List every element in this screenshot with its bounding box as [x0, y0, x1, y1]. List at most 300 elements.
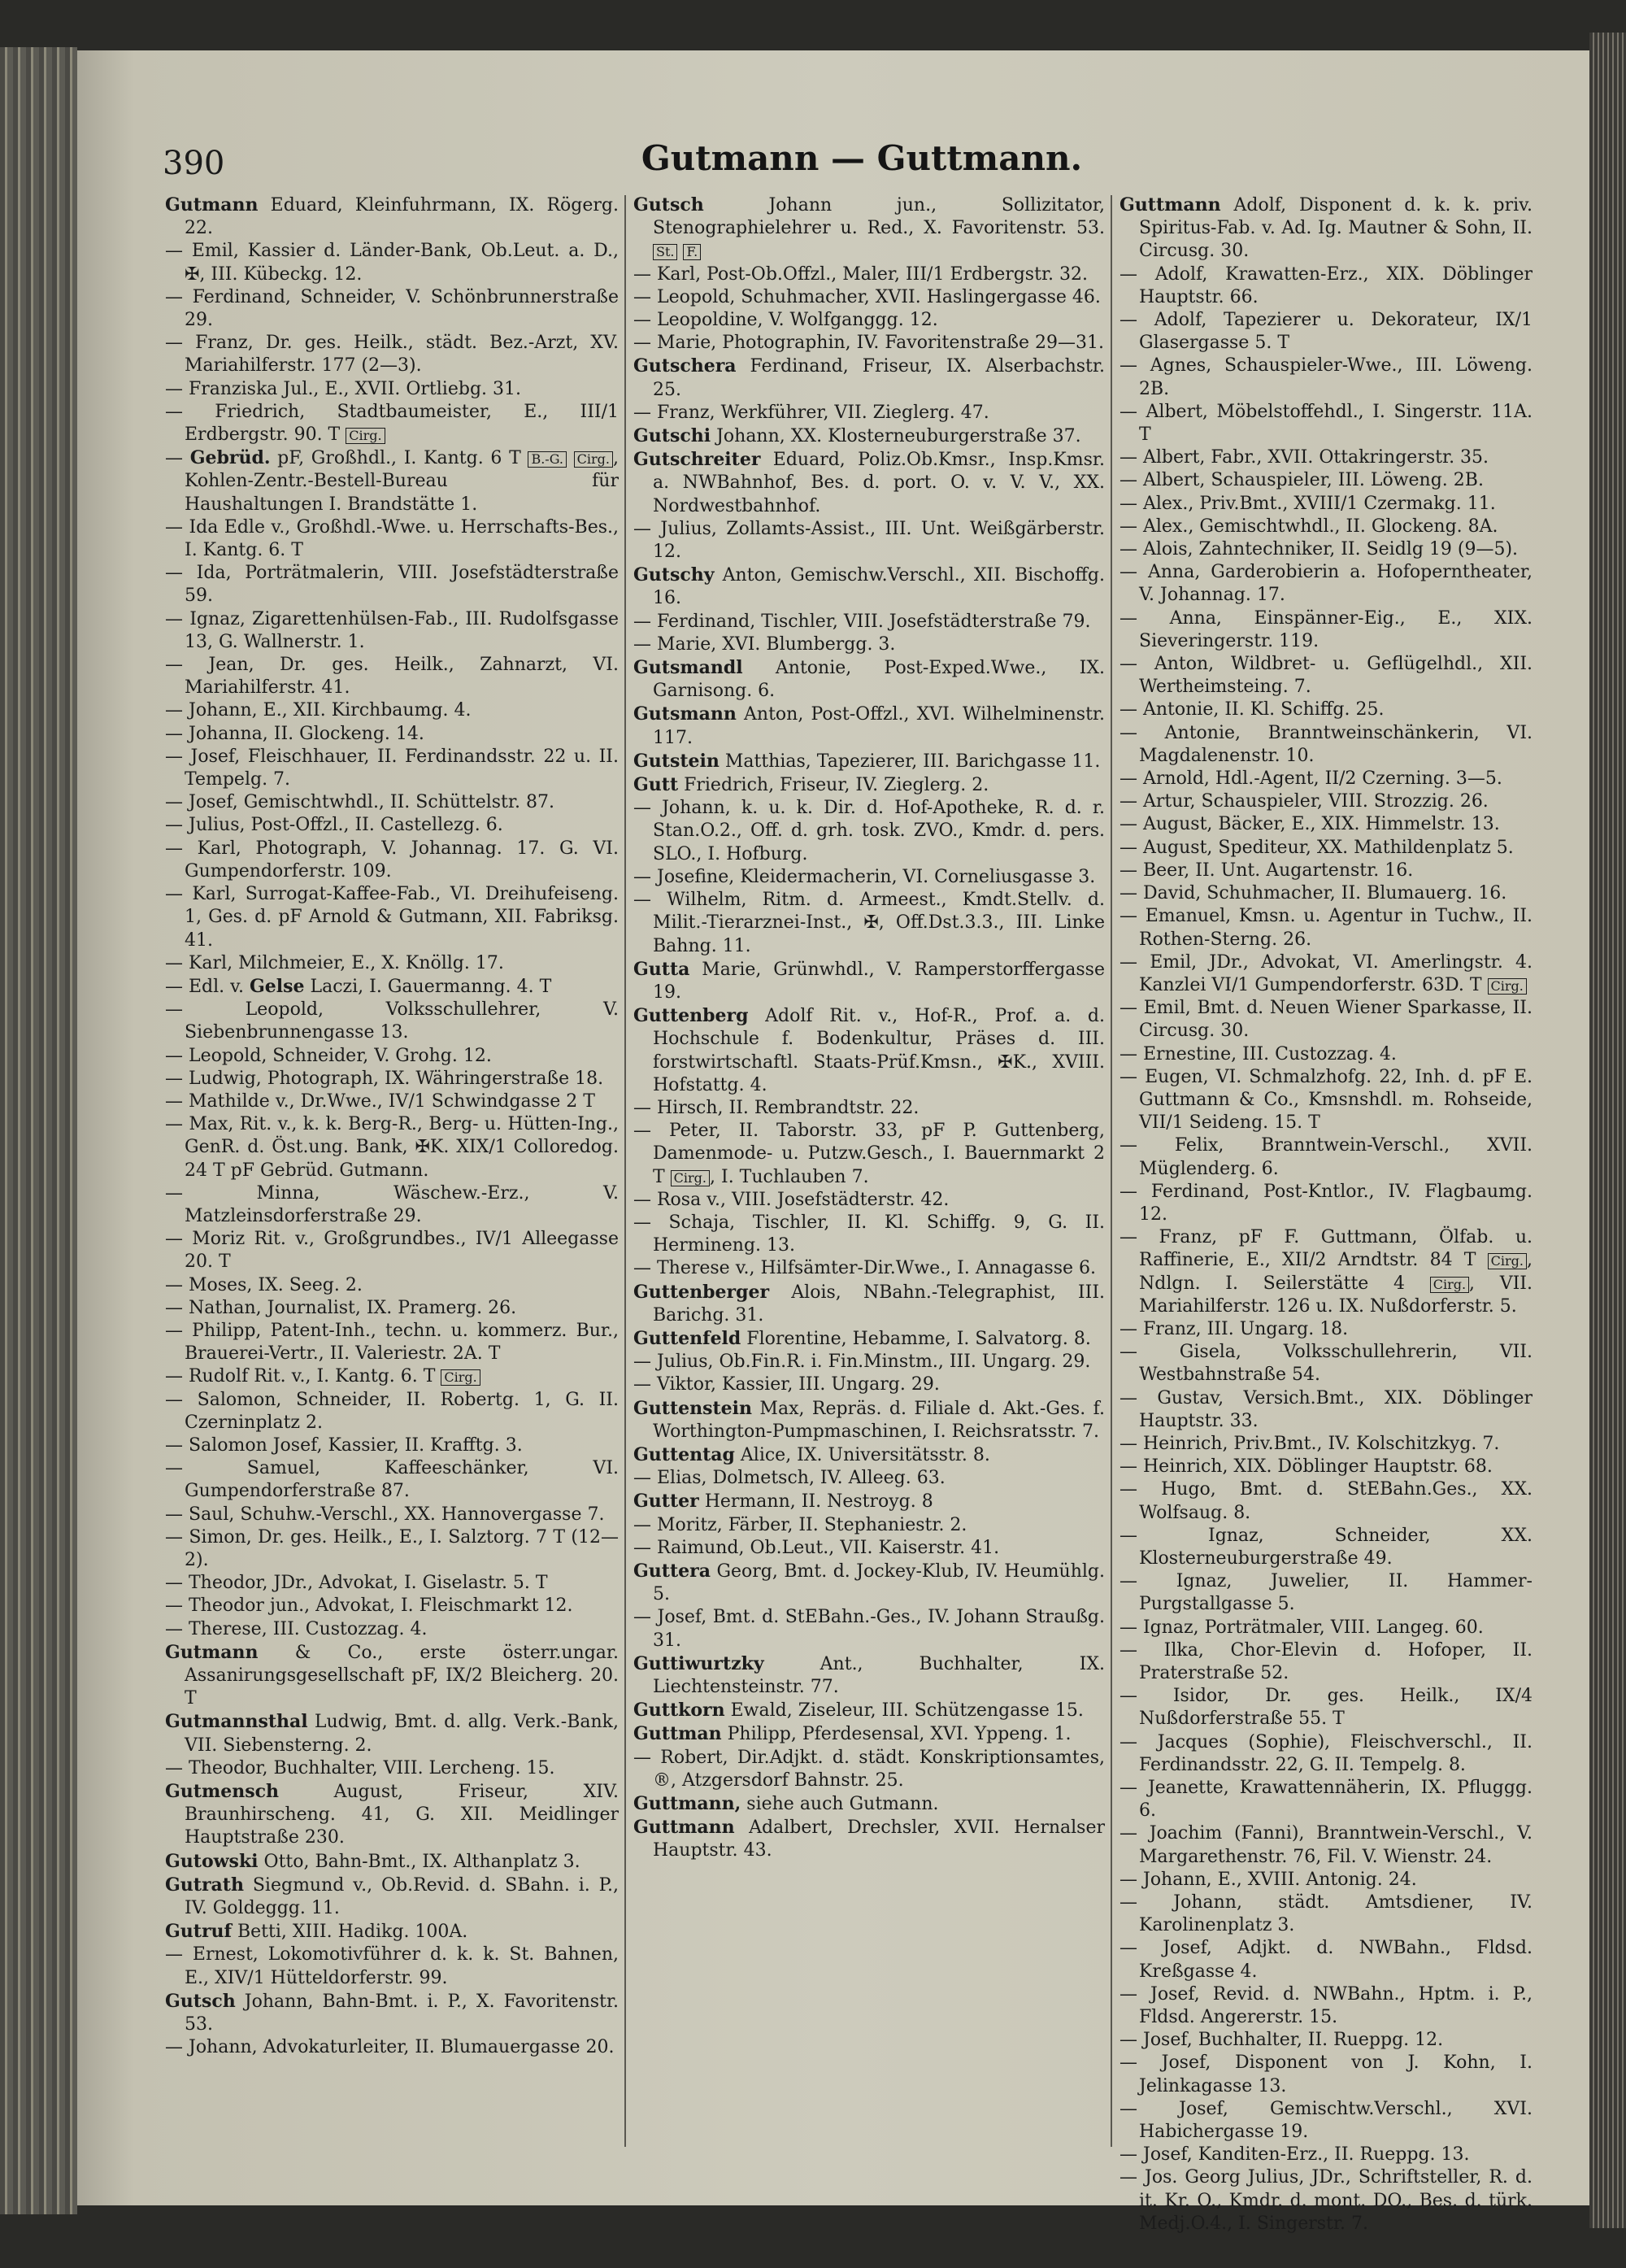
directory-entry	[1120, 1822, 1533, 1868]
directory-entry	[165, 1710, 619, 1757]
entry-text: — Ignaz, Schneider, XX. Klosterneuburgerstraße 49.	[1120, 1525, 1533, 1569]
directory-entry	[1120, 1318, 1533, 1341]
directory-entry	[165, 699, 619, 722]
directory-entry	[1120, 1937, 1533, 1983]
directory-entry	[1120, 1639, 1533, 1685]
directory-entry	[633, 773, 1105, 797]
directory-entry	[165, 1920, 619, 1944]
entry-text: — Robert, Dir.Adjkt. d. städt. Konskriptionsamtes, ®, Atzgersdorf Bahnstr. 25.	[633, 1747, 1105, 1791]
entry-text: — Leopold, Schneider, V. Grohg. 12.	[165, 1045, 492, 1066]
entry-text: — Josefine, Kleidermacherin, VI. Corneliusgasse 3.	[633, 866, 1096, 887]
directory-entry	[1120, 1869, 1533, 1891]
entry-text: — Friedrich, Stadtbaumeister, E., III/1 Erdbergstr. 90. T	[165, 401, 619, 446]
entry-text: — Salomon, Schneider, II. Robertg. 1, G. II. Czerninplatz 2.	[165, 1389, 619, 1433]
entry-text: — Emil, Kassier d. Länder-Bank, Ob.Leut. a. D., ✠, III. Kübeckg. 12.	[165, 241, 619, 285]
directory-entry	[1120, 1525, 1533, 1570]
directory-entry	[1120, 860, 1533, 882]
directory-entry	[633, 1212, 1105, 1257]
directory-entry	[633, 1443, 1105, 1467]
entry-surname: Guttiwurtzky	[633, 1652, 764, 1674]
directory-entry	[633, 1397, 1105, 1443]
directory-entry	[165, 1457, 619, 1503]
entry-text: — Albert, Möbelstoffehdl., I. Singerstr. 11A. T	[1120, 401, 1533, 446]
entry-text: , I. Tuchlauben 7.	[710, 1166, 869, 1187]
directory-entry	[633, 1097, 1105, 1120]
directory-entry	[1120, 1226, 1533, 1318]
directory-entry	[1120, 1617, 1533, 1639]
directory-entry	[165, 2036, 619, 2059]
entry-text: — Artur, Schauspieler, VIII. Strozzig. 26.	[1120, 791, 1489, 812]
directory-entry	[1120, 561, 1533, 607]
entry-text: —	[165, 448, 190, 469]
entry-text: Hermann, II. Nestroyg. 8	[698, 1491, 933, 1513]
directory-entry	[165, 608, 619, 654]
directory-entry	[633, 286, 1105, 309]
directory-entry	[1120, 493, 1533, 516]
entry-surname: Gutschy	[633, 564, 715, 586]
entry-surname: Guttkorn	[633, 1700, 725, 1722]
entry-text: — Leopold, Schuhmacher, XVII. Haslingergasse 46.	[633, 286, 1101, 307]
directory-entry	[1120, 813, 1533, 836]
entry-text: Ludwig, Bmt. d. allg. Verk.-Bank, VII. Siebensterng. 2.	[185, 1712, 619, 1756]
entry-surname: Gutsmann	[633, 703, 737, 725]
entry-text: — Franz, Dr. ges. Heilk., städt. Bez.-Arzt, XV. Mariahilferstr. 177 (2—3).	[165, 333, 619, 377]
directory-entry	[1120, 469, 1533, 492]
directory-entry	[633, 611, 1105, 633]
entry-text: Max, Repräs. d. Filiale d. Akt.-Ges. f. Worthington-Pumpmaschinen, I. Reichsratsstr. 7.	[653, 1398, 1105, 1442]
column-rule	[1111, 195, 1112, 2147]
directory-entry	[633, 448, 1105, 518]
directory-entry	[165, 562, 619, 607]
entry-text: — Peter, II. Taborstr. 33, pF P. Guttenberg, Damenmode- u. Putzw.Gesch., I. Bauernmarkt 2 T	[633, 1121, 1105, 1187]
entry-text: — Albert, Schauspieler, III. Löweng. 2B.	[1120, 470, 1484, 491]
directory-entry	[633, 355, 1105, 401]
entry-text: Marie, Grünwhdl., V. Ramperstorffergasse 19.	[653, 959, 1105, 1003]
entry-text: — Franz, pF F. Guttmann, Ölfab. u. Raffinerie, E., XII/2 Arndtstr. 84 T	[1120, 1227, 1533, 1271]
entry-text: — Albert, Fabr., XVII. Ottakringerstr. 35.	[1120, 447, 1489, 468]
entry-text: , Ndlgn. I. Seilerstätte 4	[1139, 1250, 1533, 1294]
entry-text: — Johann, Advokaturleiter, II. Blumauergasse 20.	[165, 2037, 615, 2058]
page-title: Gutmann — Guttmann.	[641, 138, 1083, 178]
entry-text: Siegmund v., Ob.Revid. d. SBahn. i. P., IV. Goldeggg. 11.	[185, 1874, 619, 1919]
directory-entry	[633, 1467, 1105, 1490]
entry-text: — Viktor, Kassier, III. Ungarg. 29.	[633, 1374, 940, 1395]
directory-entry	[165, 654, 619, 699]
entry-text: — Josef, Fleischhauer, II. Ferdinandsstr. 22 u. II. Tempelg. 7.	[165, 746, 619, 790]
directory-entry	[165, 286, 619, 332]
directory-entry	[1120, 2166, 1533, 2235]
entry-text: — Franziska Jul., E., XVII. Ortliebg. 31.	[165, 378, 522, 399]
entry-surname: Gutschreiter	[633, 449, 761, 471]
directory-entry	[1120, 401, 1533, 446]
directory-entry	[633, 332, 1105, 355]
directory-entry	[165, 1045, 619, 1068]
entry-text: — Julius, Post-Offzl., II. Castellezg. 6.	[165, 815, 503, 836]
directory-entry	[165, 1365, 619, 1388]
entry-text: — Joachim (Fanni), Branntwein-Verschl., V. Margarethenstr. 76, Fil. V. Wienstr. 24.	[1120, 1823, 1533, 1867]
directory-entry	[165, 1595, 619, 1617]
directory-entry	[633, 1722, 1105, 1746]
directory-entry	[1120, 1685, 1533, 1730]
directory-entry	[633, 633, 1105, 656]
account-box: F.	[683, 244, 701, 260]
account-box: Cirg.	[671, 1170, 710, 1186]
entry-text: — Ludwig, Photograph, IX. Währingerstraße 18.	[165, 1068, 604, 1089]
directory-entry	[1120, 699, 1533, 721]
entry-text: — Moritz, Färber, II. Stephaniestr. 2.	[633, 1514, 967, 1535]
entry-surname: Gelse	[249, 975, 305, 997]
entry-text: — Ilka, Chor-Elevin d. Hofoper, II. Praterstraße 52.	[1120, 1639, 1533, 1683]
directory-entry	[165, 1113, 619, 1182]
book-right-edge	[1589, 33, 1626, 2228]
directory-column-3	[1120, 194, 1533, 2235]
entry-text: — Marie, Photographin, IV. Favoritenstraße 29—31.	[633, 333, 1104, 354]
entry-text: — Emil, Bmt. d. Neuen Wiener Sparkasse, II. Circusg. 30.	[1120, 998, 1533, 1042]
entry-text: — Nathan, Journalist, IX. Pramerg. 26.	[165, 1297, 517, 1318]
directory-entry	[165, 1274, 619, 1297]
entry-surname: Guttenberger	[633, 1281, 770, 1303]
directory-entry	[633, 1560, 1105, 1606]
entry-text: Ferdinand, Friseur, IX. Alserbachstr. 25.	[653, 356, 1105, 400]
entry-text: — Heinrich, XIX. Döblinger Hauptstr. 68.	[1120, 1456, 1493, 1478]
entry-text: — Josef, Kanditen-Erz., II. Rueppg. 13.	[1120, 2144, 1470, 2166]
directory-entry	[165, 999, 619, 1044]
directory-entry	[1120, 1066, 1533, 1135]
directory-entry	[1120, 1433, 1533, 1456]
directory-entry	[165, 746, 619, 791]
entry-text: — Ferdinand, Tischler, VIII. Josefstädterstraße 79.	[633, 611, 1091, 632]
entry-text: Ewald, Ziseleur, III. Schützengasse 15.	[724, 1700, 1084, 1722]
entry-text: — Rosa v., VIII. Josefstädterstr. 42.	[633, 1189, 950, 1210]
entry-text: Alois, NBahn.-Telegraphist, III. Barichg. 31.	[653, 1282, 1105, 1326]
entry-surname: Gutmensch	[165, 1781, 279, 1803]
entry-text: — August, Spediteur, XX. Mathildenplatz 5.	[1120, 837, 1514, 858]
column-rule	[624, 195, 626, 2147]
entry-text: — Therese v., Hilfsämter-Dir.Wwe., I. Annagasse 6.	[633, 1258, 1096, 1279]
directory-entry	[1120, 653, 1533, 699]
directory-entry	[165, 1780, 619, 1850]
entry-surname: Guttenfeld	[633, 1327, 741, 1349]
directory-entry	[633, 866, 1105, 889]
directory-entry	[1120, 1891, 1533, 1937]
entry-text: , Kohlen-Zentr.-Bestell-Bureau für Haushaltungen I. Brandstätte 1.	[185, 448, 620, 515]
entry-text: — Franz, III. Ungarg. 18.	[1120, 1318, 1349, 1339]
directory-entry	[1120, 607, 1533, 653]
directory-entry	[165, 516, 619, 562]
directory-entry	[165, 975, 619, 999]
entry-text: — Schaja, Tischler, II. Kl. Schiffg. 9, G. II. Hermineng. 13.	[633, 1212, 1105, 1256]
entry-text: — Johann, k. u. k. Dir. d. Hof-Apotheke, R. d. r. Stan.O.2., Off. d. grh. tosk. ZVO., Kmdr. d. pers. SLO., I. Hofburg.	[633, 798, 1105, 864]
entry-text: — Marie, XVI. Blumbergg. 3.	[633, 633, 896, 655]
directory-entry	[1120, 2029, 1533, 2052]
entry-text: — Antonie, Branntweinschänkerin, VI. Magdalenenstr. 10.	[1120, 722, 1533, 766]
entry-text: Otto, Bahn-Bmt., IX. Althanplatz 3.	[258, 1851, 580, 1872]
directory-entry	[633, 1699, 1105, 1722]
entry-text: — Antonie, II. Kl. Schiffg. 25.	[1120, 699, 1385, 720]
account-box: Cirg.	[346, 428, 385, 444]
directory-entry	[165, 1504, 619, 1526]
entry-text: — Samuel, Kaffeeschänker, VI. Gumpendorferstraße 87.	[165, 1458, 619, 1502]
directory-entry	[165, 1068, 619, 1090]
entry-text: Anton, Gemischw.Verschl., XII. Bischoffg. 16.	[653, 565, 1105, 609]
entry-text: — Franz, Werkführer, VII. Zieglerg. 47.	[633, 402, 989, 423]
entry-text: — Alois, Zahntechniker, II. Seidlg 19 (9—5).	[1120, 539, 1519, 560]
directory-entry	[633, 402, 1105, 424]
directory-entry	[165, 838, 619, 883]
directory-entry	[1120, 722, 1533, 768]
entry-text: — Wilhelm, Ritm. d. Armeest., Kmdt.Stellv. d. Milit.-Tierarznei-Inst., ✠, Off.Dst.3.3., III. Linke Bahng. 11.	[633, 890, 1105, 956]
entry-text: — Philipp, Patent-Inh., techn. u. kommerz. Bur., Brauerei-Vertr., II. Valeriestr. 2A. T	[165, 1320, 619, 1365]
directory-entry	[1120, 1478, 1533, 1524]
directory-entry	[633, 1189, 1105, 1212]
entry-surname: Gutmann	[165, 194, 259, 215]
entry-surname: Gutta	[633, 958, 690, 980]
directory-entry	[633, 1792, 1105, 1816]
entry-text: — Theodor jun., Advokat, I. Fleischmarkt 12.	[165, 1595, 573, 1617]
entry-surname: Guttenstein	[633, 1397, 752, 1419]
entry-text: — Jacques (Sophie), Fleischverschl., II. Ferdinandsstr. 22, G. II. Tempelg. 8.	[1120, 1731, 1533, 1775]
account-box: Cirg.	[1488, 1253, 1527, 1269]
account-box: B.-G.	[528, 451, 567, 468]
directory-entry	[633, 263, 1105, 286]
entry-text: — Moses, IX. Seeg. 2.	[165, 1274, 363, 1295]
entry-text: — Simon, Dr. ges. Heilk., E., I. Salztorg. 7 T (12—2).	[165, 1526, 619, 1570]
directory-entry	[633, 1606, 1105, 1652]
directory-entry	[633, 1373, 1105, 1396]
directory-entry	[633, 1327, 1105, 1351]
entry-surname: Gutmann	[165, 1641, 259, 1663]
directory-entry	[1120, 2144, 1533, 2166]
directory-entry	[633, 1816, 1105, 1862]
directory-entry	[1120, 837, 1533, 860]
directory-entry	[633, 750, 1105, 773]
directory-entry	[1120, 1731, 1533, 1777]
entry-text: — Johanna, II. Glockeng. 14.	[165, 723, 424, 744]
entry-text: — Ernestine, III. Custozzag. 4.	[1120, 1043, 1397, 1064]
entry-text: — Julius, Zollamts-Assist., III. Unt. Weißgärberstr. 12.	[633, 518, 1105, 563]
directory-entry	[633, 889, 1105, 958]
entry-text: — Minna, Wäschew.-Erz., V. Matzleinsdorferstraße 29.	[165, 1182, 619, 1226]
entry-text: — Johann, E., XII. Kirchbaumg. 4.	[165, 700, 472, 721]
entry-text: — Anna, Einspänner-Eig., E., XIX. Sieveringerstr. 119.	[1120, 607, 1533, 651]
entry-text: — Felix, Branntwein-Verschl., XVII. Müglenderg. 6.	[1120, 1135, 1533, 1179]
entry-text: Georg, Bmt. d. Jockey-Klub, IV. Heumühlg. 5.	[653, 1561, 1105, 1605]
account-box: Cirg.	[441, 1369, 480, 1386]
directory-entry	[165, 1618, 619, 1641]
directory-entry	[165, 1434, 619, 1457]
entry-text: Philipp, Pferdesensal, XVI. Yppeng. 1.	[721, 1724, 1072, 1745]
directory-entry	[1120, 1456, 1533, 1478]
entry-text: — Moriz Rit. v., Großgrundbes., IV/1 Alleegasse 20. T	[165, 1229, 619, 1273]
entry-text: Johann, Bahn-Bmt. i. P., X. Favoritenstr. 53.	[185, 1991, 619, 2035]
book-page-edges	[0, 47, 77, 2214]
directory-entry	[165, 1944, 619, 1989]
directory-entry	[165, 240, 619, 285]
directory-entry	[633, 656, 1105, 703]
page-number: 390	[163, 145, 225, 182]
entry-text: Alice, IX. Universitätsstr. 8.	[734, 1444, 990, 1465]
entry-text: — Josef, Gemischtwhdl., II. Schüttelstr. 87.	[165, 792, 554, 813]
directory-entry	[1120, 194, 1533, 263]
entry-text: — Ignaz, Juwelier, II. Hammer-Purgstallgasse 5.	[1120, 1571, 1533, 1615]
directory-entry	[633, 1490, 1105, 1513]
directory-entry	[165, 1228, 619, 1273]
entry-surname: Guttera	[633, 1560, 711, 1582]
directory-entry	[633, 309, 1105, 332]
directory-entry	[633, 797, 1105, 866]
account-box: St.	[653, 244, 677, 260]
entry-text: — Salomon Josef, Kassier, II. Krafftg. 3.	[165, 1434, 523, 1456]
entry-text: — Leopoldine, V. Wolfganggg. 12.	[633, 310, 938, 331]
entry-text: — Karl, Post-Ob.Offzl., Maler, III/1 Erdbergstr. 32.	[633, 263, 1089, 285]
directory-entry	[165, 1182, 619, 1228]
entry-text: — Emil, JDr., Advokat, VI. Amerlingstr. 4. Kanzlei VI/1 Gumpendorferstr. 63D. T	[1120, 951, 1533, 995]
entry-text: — Therese, III. Custozzag. 4.	[165, 1618, 428, 1639]
directory-column-2	[633, 194, 1105, 1863]
entry-text: Friedrich, Friseur, IV. Zieglerg. 2.	[678, 775, 989, 796]
entry-text: Adolf Rit. v., Hof-R., Prof. a. d. Hochschule f. Bodenkultur, Präses d. III. forstwirtschaftl. Staats-Prüf.Kmsn., ✠K., XVIII. Hofstattg. 4.	[653, 1006, 1105, 1095]
directory-entry	[165, 401, 619, 446]
entry-surname: Gutter	[633, 1491, 699, 1513]
entry-surname: Gutruf	[165, 1921, 232, 1943]
entry-text: — Gustav, Versich.Bmt., XIX. Döblinger Hauptstr. 33.	[1120, 1387, 1533, 1431]
directory-entry	[165, 332, 619, 377]
entry-text: — Josef, Bmt. d. StEBahn.-Ges., IV. Johann Straußg. 31.	[633, 1607, 1105, 1651]
entry-surname: Gebrüd.	[189, 447, 271, 469]
directory-entry	[165, 1297, 619, 1320]
entry-text: — Josef, Disponent von J. Kohn, I. Jelinkagasse 13.	[1120, 2053, 1533, 2096]
entry-text: — David, Schuhmacher, II. Blumauerg. 16.	[1120, 883, 1507, 904]
entry-text: Johann, XX. Klosterneuburgerstraße 37.	[711, 426, 1081, 447]
entry-text: Betti, XIII. Hadikg. 100A.	[232, 1922, 468, 1943]
directory-entry	[165, 1757, 619, 1780]
entry-text: — Adolf, Krawatten-Erz., XIX. Döblinger Hauptstr. 66.	[1120, 263, 1533, 307]
directory-entry	[1120, 1570, 1533, 1616]
account-box: Cirg.	[574, 451, 613, 468]
directory-entry	[633, 1351, 1105, 1373]
entry-text: — Johann, städt. Amtsdiener, IV. Karolinenplatz 3.	[1120, 1892, 1533, 1936]
entry-text: — Elias, Dolmetsch, IV. Alleeg. 63.	[633, 1468, 946, 1489]
directory-entry	[165, 883, 619, 952]
entry-text: Florentine, Hebamme, I. Salvatorg. 8.	[741, 1328, 1091, 1349]
entry-text: — Josef, Revid. d. NWBahn., Hptm. i. P., Fldsd. Angererstr. 15.	[1120, 1983, 1533, 2028]
directory-entry	[1120, 790, 1533, 813]
directory-entry	[1120, 263, 1533, 309]
entry-text: — Josef, Buchhalter, II. Rueppg. 12.	[1120, 2030, 1444, 2051]
directory-entry	[1120, 882, 1533, 905]
entry-text: — Ferdinand, Post-Kntlor., IV. Flagbaumg. 12.	[1120, 1181, 1533, 1225]
directory-entry	[1120, 516, 1533, 538]
entry-text: — Eugen, VI. Schmalzhofg. 22, Inh. d. pF E. Guttmann & Co., Kmsnshdl. m. Rohseide, VII/1 Seideng. 15. T	[1120, 1066, 1533, 1134]
entry-surname: Gutsch	[165, 1990, 236, 2012]
entry-text: — August, Bäcker, E., XIX. Himmelstr. 13.	[1120, 814, 1500, 835]
entry-text: Antonie, Post-Exped.Wwe., IX. Garnisong. 6.	[653, 658, 1105, 702]
directory-entry	[1120, 2098, 1533, 2144]
directory-entry	[165, 1572, 619, 1595]
directory-entry	[633, 958, 1105, 1004]
directory-entry	[1120, 905, 1533, 951]
directory-entry	[1120, 997, 1533, 1043]
directory-entry	[633, 424, 1105, 448]
directory-entry	[1120, 1387, 1533, 1433]
directory-entry	[1120, 446, 1533, 469]
entry-text: Adolf, Disponent d. k. k. priv. Spiritus-Fab. v. Ad. Ig. Mautner & Sohn, II. Circusg. 30.	[1139, 195, 1533, 262]
directory-entry	[165, 1320, 619, 1365]
directory-entry	[165, 791, 619, 814]
directory-entry	[1120, 768, 1533, 790]
entry-text: — Heinrich, Priv.Bmt., IV. Kolschitzkyg. 7.	[1120, 1433, 1500, 1454]
entry-surname: Guttmann	[1120, 194, 1221, 215]
directory-entry	[633, 564, 1105, 610]
entry-surname: Guttentag	[633, 1443, 735, 1465]
entry-text: — Arnold, Hdl.-Agent, II/2 Czerning. 3—5.	[1120, 768, 1502, 790]
entry-text: Laczi, I. Gauermanng. 4. T	[304, 976, 552, 997]
directory-entry	[165, 378, 619, 401]
entry-text: — Karl, Surrogat-Kaffee-Fab., VI. Dreihufeiseng. 1, Ges. d. pF Arnold & Gutmann, XII. Fabriksg. 41.	[165, 884, 619, 951]
entry-surname: Gutrath	[165, 1874, 244, 1896]
entry-surname: Gutsch	[633, 194, 704, 215]
entry-text: — Ferdinand, Schneider, V. Schönbrunnerstraße 29.	[165, 286, 619, 331]
directory-entry	[633, 518, 1105, 564]
entry-text: — Adolf, Tapezierer u. Dekorateur, IX/1 Glasergasse 5. T	[1120, 310, 1533, 354]
entry-surname: Gutt	[633, 774, 679, 796]
entry-text: — Anna, Garderobierin a. Hofoperntheater, V. Johannag. 17.	[1120, 562, 1533, 606]
directory-entry	[165, 1526, 619, 1572]
entry-surname: Gutschera	[633, 355, 737, 377]
entry-text: — Ida Edle v., Großhdl.-Wwe. u. Herrschafts-Bes., I. Kantg. 6. T	[165, 516, 619, 561]
entry-surname: Guttenberg	[633, 1005, 749, 1027]
entry-text: — Josef, Adjkt. d. NWBahn., Fldsd. Kreßgasse 4.	[1120, 1938, 1533, 1982]
directory-entry	[165, 814, 619, 837]
entry-text: — Jos. Georg Julius, JDr., Schriftsteller, R. d. it. Kr. O., Kmdr. d. mont. DO., Bes. d. türk. Medj.O.4., I. Singerstr. 7.	[1120, 2167, 1533, 2234]
entry-text: & Co., erste österr.ungar. Assanirungsgesellschaft pF, IX/2 Bleicherg. 20. T	[185, 1642, 619, 1709]
entry-text: — Beer, II. Unt. Augartenstr. 16.	[1120, 860, 1414, 881]
entry-text: Anton, Post-Offzl., XVI. Wilhelminenstr. 117.	[653, 704, 1105, 748]
entry-text: — Raimund, Ob.Leut., VII. Kaiserstr. 41.	[633, 1537, 1000, 1558]
entry-text: — Johann, E., XVIII. Antonig. 24.	[1120, 1869, 1417, 1890]
directory-entry	[1120, 538, 1533, 561]
entry-text: pF, Großhdl., I. Kantg. 6 T	[270, 448, 528, 469]
entry-surname: Gutschi	[633, 425, 711, 447]
entry-text: — Saul, Schuhw.-Verschl., XX. Hannovergasse 7.	[165, 1504, 605, 1525]
entry-text: — Max, Rit. v., k. k. Berg-R., Berg- u. Hütten-Ing., GenR. d. Öst.ung. Bank, ✠K. XIX/1 Colloredog. 24 T pF Gebrüd. Gutmann.	[165, 1114, 619, 1181]
directory-entry	[633, 1004, 1105, 1097]
directory-entry	[1120, 951, 1533, 997]
entry-surname: Guttmann,	[633, 1793, 741, 1815]
directory-entry	[633, 1257, 1105, 1280]
entry-text: — Rudolf Rit. v., I. Kantg. 6. T	[165, 1366, 441, 1387]
directory-entry	[1120, 1777, 1533, 1822]
directory-entry	[633, 1120, 1105, 1189]
directory-entry	[165, 1090, 619, 1113]
account-box: Cirg.	[1430, 1277, 1469, 1293]
directory-entry	[633, 194, 1105, 263]
directory-entry	[633, 1652, 1105, 1699]
entry-text: — Gisela, Volksschullehrerin, VII. Westbahnstraße 54.	[1120, 1342, 1533, 1386]
entry-text: — Ignaz, Porträtmaler, VIII. Langeg. 60.	[1120, 1617, 1484, 1638]
entry-surname: Gutmannsthal	[165, 1711, 308, 1733]
entry-text: — Mathilde v., Dr.Wwe., IV/1 Schwindgasse 2 T	[165, 1090, 595, 1112]
directory-entry	[1120, 1983, 1533, 2029]
entry-text: — Jean, Dr. ges. Heilk., Zahnarzt, VI. Mariahilferstr. 41.	[165, 655, 619, 699]
entry-text: — Edl. v.	[165, 976, 250, 997]
entry-text: — Isidor, Dr. ges. Heilk., IX/4 Nußdorferstraße 55. T	[1120, 1686, 1533, 1730]
entry-text: Adalbert, Drechsler, XVII. Hernalser Hauptstr. 43.	[653, 1817, 1105, 1861]
entry-text: — Alex., Priv.Bmt., XVIII/1 Czermakg. 11.	[1120, 493, 1496, 514]
entry-text: — Emanuel, Kmsn. u. Agentur in Tuchw., II. Rothen-Sterng. 26.	[1120, 906, 1533, 950]
entry-surname: Gutsmandl	[633, 657, 743, 679]
entry-text: — Jeanette, Krawattennäherin, IX. Pfluggg. 6.	[1120, 1778, 1533, 1822]
